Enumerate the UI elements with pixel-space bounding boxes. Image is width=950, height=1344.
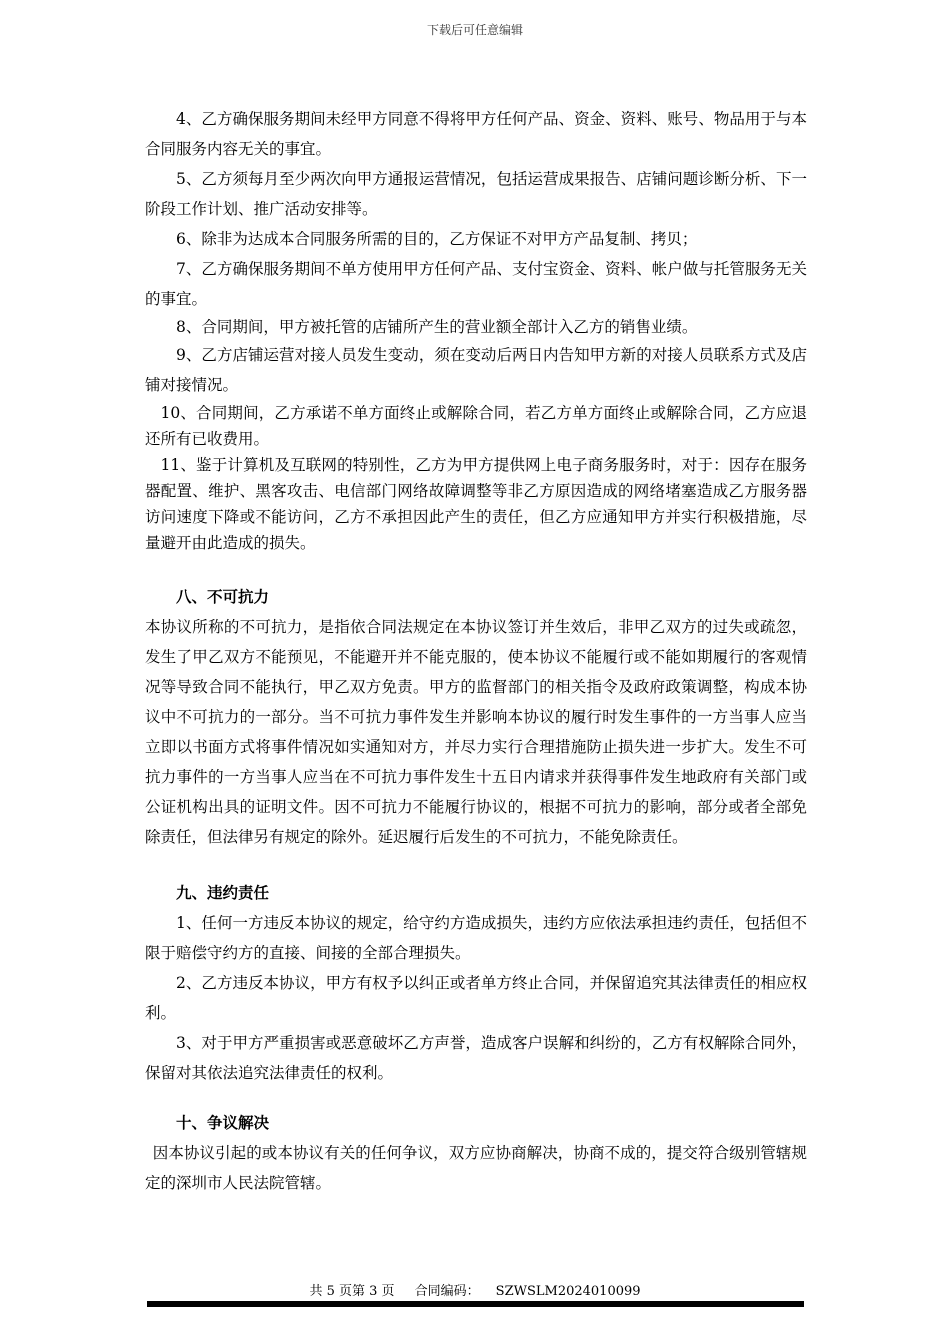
breach-clause-1: 1、任何一方违反本协议的规定，给守约方造成损失，违约方应依法承担违约责任，包括但不限于赔偿守约方的直接、间接的全部合理损失。 xyxy=(145,914,807,962)
clause-7-5: 5、乙方须每月至少两次向甲方通报运营情况，包括运营成果报告、店铺问题诊断分析、下一阶段工作计划、推广活动安排等。 xyxy=(145,170,807,218)
document-body xyxy=(145,104,807,1198)
breach-clause-2: 2、乙方违反本协议，甲方有权予以纠正或者单方终止合同，并保留追究其法律责任的相应权利。 xyxy=(145,974,807,1022)
section-heading-dispute: 十、争议解决 xyxy=(176,1113,270,1132)
clause-7-8: 8、合同期间，甲方被托管的店铺所产生的营业额全部计入乙方的销售业绩。 xyxy=(176,318,698,336)
force-majeure-body: 本协议所称的不可抗力，是指依合同法规定在本协议签订并生效后，非甲乙双方的过失或疏忽，发生了甲乙双方不能预见，不能避开并不能克服的，使本协议不能履行或不能如期履行的客观情况等导致合同不能执行，甲乙双方免责。甲方的监督部门的相关指令及政府政策调整，构成本协议中不可抗力的一部分。当不可抗力事件发生并影响本协议的履行时发生事件的一方当事人应当立即以书面方式将事件情况如实通知对方，并尽力实行合理措施防止损失进一步扩大。发生不可抗力事件的一方当事人应当在不可抗力事件发生十五日内请求并获得事件发生地政府有关部门或公证机构出具的证明文件。因不可抗力不能履行协议的，根据不可抗力的影响，部分或者全部免除责任，但法律另有规定的除外。延迟履行后发生的不可抗力，不能免除责任。 xyxy=(145,618,807,846)
breach-clause-3: 3、对于甲方严重损害或恶意破坏乙方声誉，造成客户误解和纠纷的，乙方有权解除合同外，保留对其依法追究法律责任的权利。 xyxy=(145,1034,807,1082)
contract-code-label: 合同编码： xyxy=(414,1284,480,1299)
dispute-body: 因本协议引起的或本协议有关的任何争议，双方应协商解决，协商不成的，提交符合级别管辖规定的深圳市人民法院管辖。 xyxy=(145,1144,807,1192)
section-heading-force-majeure: 八、不可抗力 xyxy=(176,587,270,606)
page-header: 下载后可任意编辑 xyxy=(426,23,523,37)
clause-7-9: 9、乙方店铺运营对接人员发生变动，须在变动后两日内告知甲方新的对接人员联系方式及店铺对接情况。 xyxy=(145,346,807,394)
section-heading-breach: 九、违约责任 xyxy=(176,883,270,902)
footer-divider xyxy=(147,1301,804,1307)
clause-7-7: 7、乙方确保服务期间不单方使用甲方任何产品、支付宝资金、资料、帐户做与托管服务无关的事宜。 xyxy=(145,260,807,308)
clause-7-10: 10、合同期间，乙方承诺不单方面终止或解除合同，若乙方单方面终止或解除合同，乙方应退还所有已收费用。 xyxy=(145,404,807,448)
page-counter: 共 5 页第 3 页 xyxy=(309,1284,395,1299)
page-footer xyxy=(0,1280,950,1299)
clause-7-4: 4、乙方确保服务期间未经甲方同意不得将甲方任何产品、资金、资料、账号、物品用于与本合同服务内容无关的事宜。 xyxy=(145,110,807,158)
clause-7-11: 11、鉴于计算机及互联网的特别性，乙方为甲方提供网上电子商务服务时，对于：因存在服务器配置、维护、黑客攻击、电信部门网络故障调整等非乙方原因造成的网络堵塞造成乙方服务器访问速度下降或不能访问，乙方不承担因此产生的责任，但乙方应通知甲方并实行积极措施，尽量避开由此造成的损失。 xyxy=(145,456,807,552)
contract-code: SZWSLM2024010099 xyxy=(495,1284,641,1299)
clause-7-6: 6、除非为达成本合同服务所需的目的，乙方保证不对甲方产品复制、拷贝； xyxy=(176,230,698,248)
